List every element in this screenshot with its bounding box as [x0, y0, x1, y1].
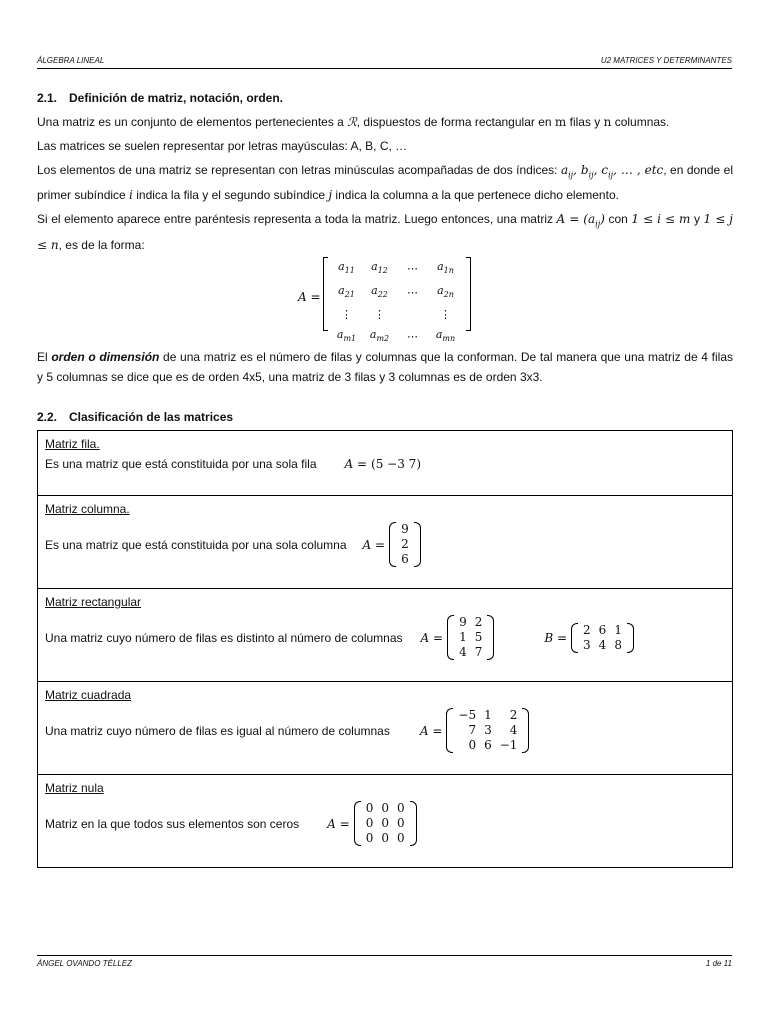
matrix-entry: 4: [509, 723, 518, 737]
matrix-grid: $a_{11}$ $a_{12}$ ⋯ $a_{1n}$ $a_{21}$ $a_{22}$ ⋯ $a_{2n}$ ⋮ ⋮ ⋮ $a_{m1}$ $a_{m2}$ ⋯ $a_{mn}$: [336, 259, 456, 344]
matrix-entry: 0: [468, 738, 477, 752]
main-content: [37, 88, 733, 427]
paragraph-form: Si el elemento aparece entre paréntesis representa a toda la matriz. Luego entonces, una matriz $A = (a_{ij})$ con 1 ≤ i ≤ m y 1 ≤ j ≤ n, es de la forma:: [37, 212, 734, 252]
matrix-entry: 0: [365, 831, 374, 845]
header-right: U2 MATRICES Y DETERMINANTES: [600, 56, 732, 65]
matrix-entry: 0: [396, 801, 405, 815]
matrix-entry: 2: [474, 615, 483, 629]
general-matrix: [37, 257, 733, 344]
matrix-entries: [454, 708, 521, 753]
matrix-entry: 7: [468, 723, 477, 737]
cell-desc: Una matriz cuyo número de filas es distinto al número de columnas: [45, 630, 403, 645]
section-title: Definición de matriz, notación, orden.: [69, 91, 284, 105]
cell-matriz-columna: [38, 496, 732, 589]
matrix-entry: 1: [459, 630, 467, 644]
matrix-brackets: [323, 257, 471, 344]
matrix-entry: 5: [474, 630, 483, 644]
cell-title: Matriz rectangular: [45, 595, 142, 609]
matrix-entries: [455, 615, 486, 660]
matrix-entry: 8: [614, 637, 622, 652]
cell-title: Matriz columna.: [45, 502, 130, 516]
rectangular-matrix-a: A = 9 2 1 5 4 7: [421, 615, 495, 660]
matrix-entry: 2: [509, 708, 518, 722]
matrix-entry: 9: [459, 615, 467, 629]
matrix-entry: 0: [381, 831, 389, 845]
matrix-entry: 4: [598, 637, 607, 652]
paragraph-order: El orden o dimensión de una matriz es el número de filas y columnas que la conforman. De tal manera que una matriz de 4 filas y 5 columnas se dice que es de orden 4x5, una matriz de 3 filas y 3 columnas es de orden 3x3.: [37, 349, 733, 384]
matrix-entry: 7: [474, 645, 483, 659]
footer-page-number: 1 de 11: [705, 959, 732, 968]
matrix-entry: 0: [396, 831, 405, 845]
cell-title: Matriz cuadrada: [45, 688, 132, 702]
matrix-entry: 2: [583, 622, 591, 637]
matrix-entries: [397, 522, 413, 567]
matrix-entry: 1: [614, 622, 622, 637]
cell-title: Matriz nula: [45, 781, 104, 795]
cell-title: Matriz fila.: [45, 437, 100, 451]
matrix-entry: 6: [401, 552, 409, 566]
matrix-entry: 9: [401, 522, 409, 536]
null-matrix: A = 0 0 0 0 0 0 0 0 0: [327, 801, 416, 846]
section-title: Clasificación de las matrices: [69, 409, 234, 424]
cell-matriz-fila: [38, 431, 732, 496]
matrix-entry: 3: [484, 723, 492, 737]
matrix-entry: 6: [484, 738, 492, 752]
matrix-entry: 6: [598, 622, 607, 637]
matrix-label: A =: [298, 289, 321, 304]
cell-matriz-rectangular: [38, 589, 732, 682]
section-number: 2.1.: [37, 91, 58, 105]
matrix-entry: 0: [396, 816, 405, 830]
matrix-entry: 0: [381, 816, 389, 830]
cell-desc: Es una matriz que está constituida por una sola columna: [45, 537, 347, 552]
matrix-entry: 3: [583, 637, 591, 652]
matrix-entry: 0: [381, 801, 389, 815]
cell-desc: Matriz en la que todos sus elementos son ceros: [45, 816, 300, 831]
header-left: ÁLGEBRA LINEAL: [37, 56, 105, 65]
cell-matriz-nula: [38, 775, 732, 867]
section-heading-2-1: [37, 88, 733, 108]
cell-desc: Es una matriz que está constituida por una sola fila: [45, 457, 317, 471]
matrix-entry: −1: [499, 738, 518, 752]
paragraph-elements: Los elementos de una matriz se representan con letras minúsculas acompañadas de dos índices: $a_{ij}$, $b_{ij}$, $c_{ij}$, … , etc, en donde el primer subíndice i indica la fila y el segundo subíndice j indica la columna a la que pertenece dicho elemento.: [37, 163, 733, 203]
section-number: 2.2.: [37, 409, 58, 424]
matrix-entries: [579, 623, 626, 653]
matrix-entry: 0: [365, 816, 374, 830]
cell-matriz-cuadrada: [38, 682, 732, 775]
matrix-entry: 4: [459, 645, 467, 659]
row-matrix: A = (5 −3 7): [344, 457, 421, 471]
cell-desc: Una matriz cuyo número de filas es igual al número de columnas: [45, 723, 390, 738]
page-header: [37, 56, 732, 69]
matrix-entry: 0: [365, 801, 374, 815]
footer-author: ÁNGEL OVANDO TÉLLEZ: [37, 959, 132, 968]
matrix-entry: −5: [458, 708, 477, 722]
rectangular-matrix-b: B = 2 6 1 3 4 8: [544, 623, 634, 653]
matrix-entries: [362, 801, 409, 846]
paragraph-definition: Una matriz es un conjunto de elementos pertenecientes a ℛ, dispuestos de forma rectangular en m filas y n columnas.: [37, 115, 670, 129]
square-matrix: A = −5 1 2 7 3 4 0 6 −1: [420, 708, 530, 753]
matrix-entry: 1: [484, 708, 492, 722]
section-heading-2-2: [37, 407, 733, 427]
classification-table: [37, 430, 733, 868]
paragraph-notation: Las matrices se suelen representar por letras mayúsculas: A, B, C, …: [37, 139, 408, 153]
column-matrix: A = 9 2 6: [363, 522, 421, 567]
matrix-entry: 2: [401, 537, 409, 551]
page-footer: [37, 955, 732, 970]
